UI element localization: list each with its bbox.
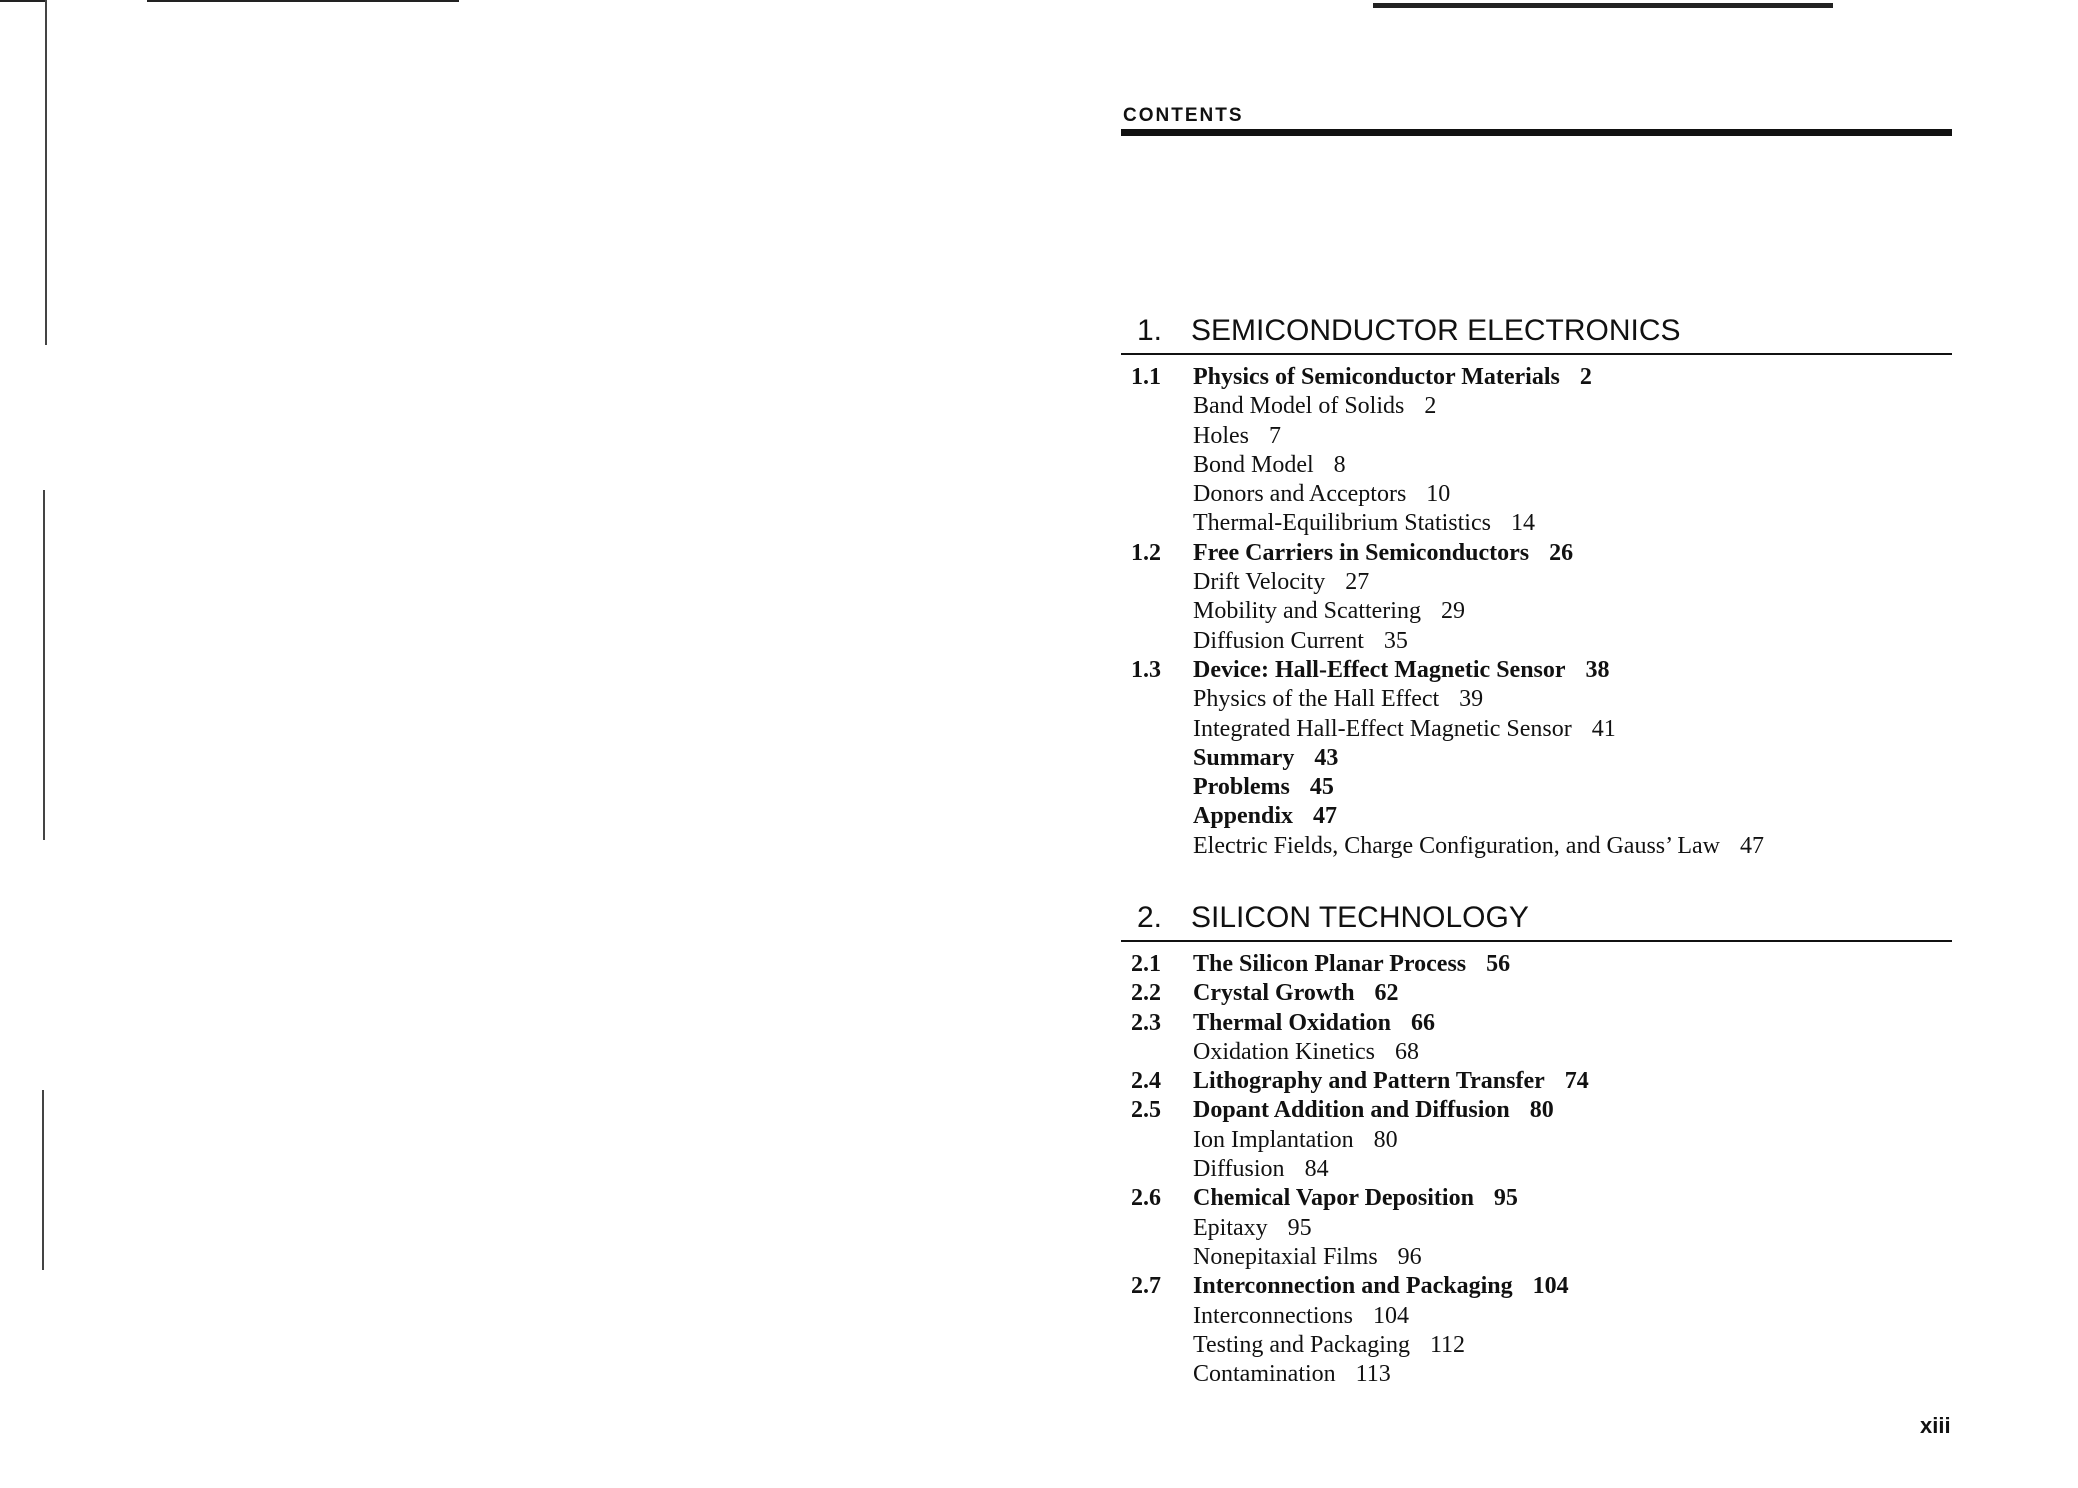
toc-subsection-entry bbox=[1131, 832, 1951, 861]
toc-entry-title: Drift Velocity bbox=[1193, 569, 1326, 596]
toc-page-number: 43 bbox=[1314, 744, 1339, 771]
toc-section-number: 1.1 bbox=[1131, 364, 1161, 390]
toc-subsection-entry bbox=[1131, 744, 1951, 773]
toc-page-number: 14 bbox=[1510, 510, 1535, 537]
toc-entry-title: Appendix bbox=[1193, 803, 1294, 830]
toc-page-number: 10 bbox=[1426, 481, 1451, 508]
toc-section-entry bbox=[1131, 1096, 1951, 1125]
toc-page-number: 66 bbox=[1411, 1009, 1436, 1036]
chapter-number: 2. bbox=[1137, 901, 1163, 934]
toc-entry-title: Band Model of Solids bbox=[1193, 393, 1405, 420]
scan-top-line-right bbox=[1373, 3, 1833, 8]
toc-page-number: 38 bbox=[1585, 656, 1610, 683]
toc-page-number: 35 bbox=[1383, 627, 1408, 654]
chapter-entries bbox=[1131, 363, 1951, 861]
toc-section-entry bbox=[1131, 979, 1951, 1008]
toc-subsection-entry bbox=[1131, 715, 1951, 744]
toc-entry-title: Problems bbox=[1193, 774, 1290, 801]
toc-entry-title: Integrated Hall-Effect Magnetic Sensor bbox=[1193, 715, 1572, 742]
running-head-rule bbox=[1121, 129, 1952, 136]
toc-section-entry bbox=[1131, 1067, 1951, 1096]
toc-section-entry bbox=[1131, 363, 1951, 392]
toc-page-number: 80 bbox=[1373, 1126, 1398, 1153]
toc-entry-title: Electric Fields, Charge Configuration, and Gauss’ Law bbox=[1193, 832, 1720, 859]
toc-entry-title: Free Carriers in Semiconductors bbox=[1193, 539, 1530, 566]
toc-section-number: 2.2 bbox=[1131, 980, 1161, 1007]
toc-entry-title: Nonepitaxial Films bbox=[1193, 1243, 1378, 1270]
toc-page-number: 47 bbox=[1313, 803, 1338, 830]
toc-entry-title: Interconnection and Packaging bbox=[1193, 1273, 1513, 1300]
toc-page-number: 68 bbox=[1394, 1038, 1419, 1065]
toc-entry-title: Contamination bbox=[1193, 1361, 1336, 1388]
toc-page-number: 74 bbox=[1564, 1068, 1589, 1095]
toc-subsection-entry bbox=[1131, 451, 1951, 480]
toc-section-entry bbox=[1131, 950, 1951, 979]
toc-section-number: 1.3 bbox=[1131, 656, 1161, 683]
toc-entry-title: Diffusion Current bbox=[1193, 627, 1364, 654]
toc-page-number: 112 bbox=[1429, 1331, 1466, 1358]
toc-entry-title: Thermal-Equilibrium Statistics bbox=[1193, 510, 1491, 537]
toc-page-number: 104 bbox=[1372, 1302, 1409, 1329]
toc-entry-title: Lithography and Pattern Transfer bbox=[1193, 1068, 1545, 1095]
toc-page-number: 27 bbox=[1345, 569, 1370, 596]
toc-entry-title: Device: Hall-Effect Magnetic Sensor bbox=[1193, 656, 1566, 683]
toc-section-number: 2.5 bbox=[1131, 1097, 1161, 1124]
toc-section-entry bbox=[1131, 1184, 1951, 1213]
toc-page-number: 80 bbox=[1529, 1097, 1554, 1124]
chapter-title: SEMICONDUCTOR ELECTRONICS bbox=[1191, 314, 1681, 347]
page-number: xiii bbox=[1920, 1413, 1951, 1438]
toc-subsection-entry bbox=[1131, 1126, 1951, 1155]
toc-page-number: 56 bbox=[1486, 951, 1511, 977]
chapter-heading bbox=[1137, 901, 1529, 935]
toc-section-number: 2.6 bbox=[1131, 1185, 1161, 1212]
toc-entry-title: Holes bbox=[1193, 422, 1249, 449]
toc-entry-title: Ion Implantation bbox=[1193, 1126, 1354, 1153]
running-head: CONTENTS bbox=[1123, 105, 1244, 126]
chapter-rule bbox=[1121, 940, 1952, 942]
toc-page-number: 39 bbox=[1459, 686, 1484, 713]
toc-page-number: 104 bbox=[1532, 1273, 1569, 1300]
toc-subsection-entry bbox=[1131, 597, 1951, 626]
toc-section-entry bbox=[1131, 1272, 1951, 1301]
toc-page-number: 7 bbox=[1269, 422, 1281, 449]
toc-entry-title: The Silicon Planar Process bbox=[1193, 951, 1467, 977]
toc-entry-title: Bond Model bbox=[1193, 451, 1314, 478]
toc-entry-title: Epitaxy bbox=[1193, 1214, 1268, 1241]
toc-entry-title: Diffusion bbox=[1193, 1156, 1285, 1183]
toc-subsection-entry bbox=[1131, 773, 1951, 802]
scan-gutter-line bbox=[45, 0, 47, 345]
scan-gutter-line bbox=[42, 1090, 44, 1270]
toc-subsection-entry bbox=[1131, 1243, 1951, 1272]
toc-subsection-entry bbox=[1131, 568, 1951, 597]
toc-page-number: 96 bbox=[1397, 1243, 1422, 1270]
toc-subsection-entry bbox=[1131, 1038, 1951, 1067]
toc-subsection-entry bbox=[1131, 685, 1951, 714]
toc-page-number: 2 bbox=[1424, 393, 1437, 420]
chapter-heading bbox=[1137, 314, 1681, 348]
toc-entry-title: Summary bbox=[1193, 744, 1295, 771]
toc-page-number: 95 bbox=[1287, 1214, 1312, 1241]
chapter-title: SILICON TECHNOLOGY bbox=[1191, 901, 1529, 934]
toc-section-number: 2.4 bbox=[1131, 1068, 1161, 1095]
scan-top-line-left bbox=[0, 0, 47, 2]
toc-entry-title: Mobility and Scattering bbox=[1193, 598, 1421, 625]
toc-section-number: 2.3 bbox=[1131, 1009, 1161, 1036]
scan-gutter-line bbox=[43, 490, 45, 840]
toc-page-number: 84 bbox=[1304, 1156, 1329, 1183]
toc-subsection-entry bbox=[1131, 627, 1951, 656]
toc-section-number: 2.1 bbox=[1131, 951, 1161, 977]
toc-entry-title: Physics of Semiconductor Materials bbox=[1193, 364, 1560, 390]
toc-page-number: 62 bbox=[1374, 980, 1399, 1007]
toc-page-number: 45 bbox=[1309, 774, 1334, 801]
toc-section-number: 2.7 bbox=[1131, 1273, 1161, 1300]
toc-subsection-entry bbox=[1131, 1155, 1951, 1184]
toc-entry-title: Physics of the Hall Effect bbox=[1193, 686, 1440, 713]
toc-entry-title: Thermal Oxidation bbox=[1193, 1009, 1392, 1036]
chapter-entries bbox=[1131, 950, 1951, 1389]
toc-subsection-entry bbox=[1131, 1331, 1951, 1360]
toc-subsection-entry bbox=[1131, 1302, 1951, 1331]
toc-subsection-entry bbox=[1131, 422, 1951, 451]
toc-subsection-entry bbox=[1131, 1214, 1951, 1243]
toc-subsection-entry bbox=[1131, 480, 1951, 509]
toc-subsection-entry bbox=[1131, 509, 1951, 538]
toc-entry-title: Testing and Packaging bbox=[1193, 1331, 1410, 1358]
toc-page-number: 29 bbox=[1440, 598, 1465, 625]
toc-section-number: 1.2 bbox=[1131, 539, 1161, 566]
chapter-rule bbox=[1121, 353, 1952, 355]
toc-subsection-entry bbox=[1131, 1360, 1951, 1389]
toc-page-number: 2 bbox=[1579, 364, 1592, 390]
toc-entry-title: Crystal Growth bbox=[1193, 980, 1355, 1007]
toc-section-entry bbox=[1131, 656, 1951, 685]
toc-entry-title: Dopant Addition and Diffusion bbox=[1193, 1097, 1510, 1124]
toc-page-number: 26 bbox=[1549, 539, 1574, 566]
toc-subsection-entry bbox=[1131, 392, 1951, 421]
chapter-number: 1. bbox=[1137, 314, 1163, 347]
scan-top-line-mid bbox=[147, 0, 459, 2]
toc-entry-title: Interconnections bbox=[1193, 1302, 1353, 1329]
toc-section-entry bbox=[1131, 1009, 1951, 1038]
toc-page-number: 95 bbox=[1493, 1185, 1518, 1212]
toc-entry-title: Oxidation Kinetics bbox=[1193, 1038, 1375, 1065]
toc-section-entry bbox=[1131, 539, 1951, 568]
toc-page-number: 113 bbox=[1355, 1361, 1391, 1388]
toc-entry-title: Chemical Vapor Deposition bbox=[1193, 1185, 1474, 1212]
toc-page-number: 47 bbox=[1739, 832, 1764, 859]
toc-page-number: 8 bbox=[1333, 451, 1346, 478]
toc-subsection-entry bbox=[1131, 802, 1951, 831]
toc-page-number: 41 bbox=[1591, 715, 1616, 742]
toc-entry-title: Donors and Acceptors bbox=[1193, 481, 1407, 508]
